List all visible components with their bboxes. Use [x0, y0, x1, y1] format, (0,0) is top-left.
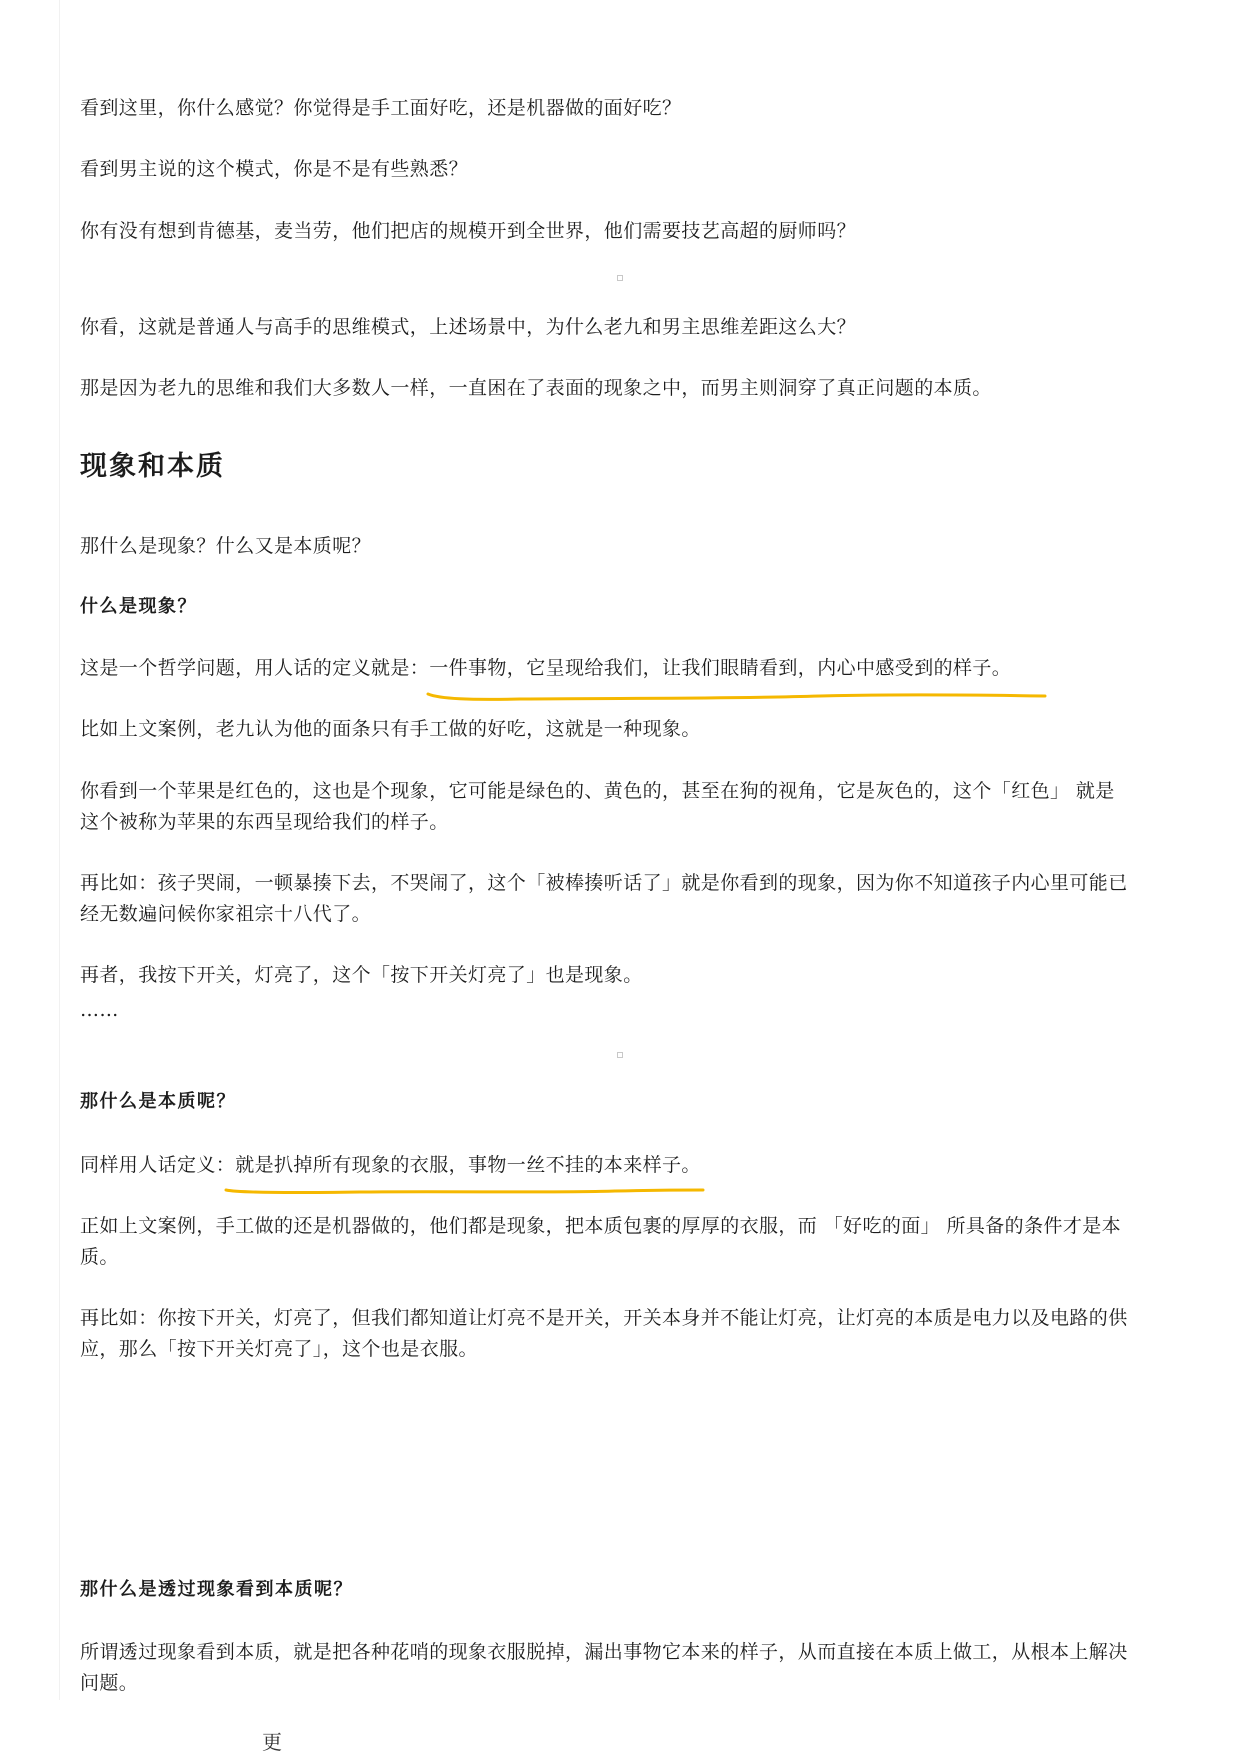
highlight-underline-2 — [226, 1190, 703, 1193]
phenomenon-example-3-line-2: 经无数遍问候你家祖宗十八代了。 — [80, 903, 372, 925]
phenomenon-example-4: 再者，我按下开关，灯亮了，这个「按下开关灯亮了」也是现象。 — [80, 964, 643, 986]
paragraph-2: 看到男主说的这个模式，你是不是有些熟悉？ — [80, 158, 469, 180]
ellipsis: …… — [80, 999, 119, 1021]
footer-fragment: 更 — [262, 1730, 282, 1754]
essence-example-2-line-2: 应，那么「按下开关灯亮了」，这个也是衣服。 — [80, 1338, 478, 1360]
definition-highlight: 一件事物，它呈现给我们，让我们眼睛看到，内心中感受到的样子。 — [429, 657, 1012, 679]
essence-definition-prefix: 同样用人话定义： — [80, 1154, 236, 1176]
see-through-text-line-1: 所谓透过现象看到本质，就是把各种花哨的现象衣服脱掉，漏出事物它本来的样子，从而直接在本质上做工，从根本上解决 — [80, 1641, 1128, 1663]
see-through-heading: 那什么是透过现象看到本质呢？ — [80, 1579, 353, 1600]
essence-example-1-line-2: 质。 — [80, 1246, 119, 1268]
phenomenon-example-2-line-1: 你看到一个苹果是红色的，这也是个现象，它可能是绿色的、黄色的，甚至在狗的视角，它是灰色的，这个「红色」 就是 — [80, 780, 1115, 802]
paragraph-1: 看到这里，你什么感觉？你觉得是手工面好吃，还是机器做的面好吃？ — [80, 97, 682, 119]
section-title: 现象和本质 — [80, 451, 225, 482]
essence-example-2-line-1: 再比如：你按下开关，灯亮了，但我们都知道让灯亮不是开关，开关本身并不能让灯亮，让灯亮的本质是电力以及电路的供 — [80, 1307, 1128, 1329]
phenomenon-heading: 什么是现象？ — [80, 596, 197, 617]
paragraph-4: 你看，这就是普通人与高手的思维模式，上述场景中，为什么老九和男主思维差距这么大？ — [80, 316, 857, 338]
highlight-underline-1 — [428, 694, 1045, 699]
see-through-text-line-2: 问题。 — [80, 1672, 139, 1694]
intro-question: 那什么是现象？什么又是本质呢？ — [80, 535, 372, 557]
essence-example-1-line-1: 正如上文案例，手工做的还是机器做的，他们都是现象，把本质包裹的厚厚的衣服，而 「好吃的面」 所具备的条件才是本 — [80, 1215, 1122, 1237]
paragraph-5: 那是因为老九的思维和我们大多数人一样，一直困在了表面的现象之中，而男主则洞穿了真正问题的本质。 — [80, 377, 992, 399]
paragraph-3: 你有没有想到肯德基，麦当劳，他们把店的规模开到全世界，他们需要技艺高超的厨师吗？ — [80, 220, 857, 242]
essence-heading: 那什么是本质呢？ — [80, 1091, 236, 1112]
definition-prefix: 这是一个哲学问题，用人话的定义就是： — [80, 657, 430, 679]
phenomenon-example-3-line-1: 再比如：孩子哭闹，一顿暴揍下去，不哭闹了，这个「被棒揍听话了」就是你看到的现象，因为你不知道孩子内心里可能已 — [80, 872, 1128, 894]
phenomenon-example-2-line-2: 这个被称为苹果的东西呈现给我们的样子。 — [80, 811, 449, 833]
phenomenon-example-1: 比如上文案例，老九认为他的面条只有手工做的好吃，这就是一种现象。 — [80, 718, 701, 740]
essence-definition-highlight: 就是扒掉所有现象的衣服，事物一丝不挂的本来样子。 — [235, 1154, 701, 1176]
